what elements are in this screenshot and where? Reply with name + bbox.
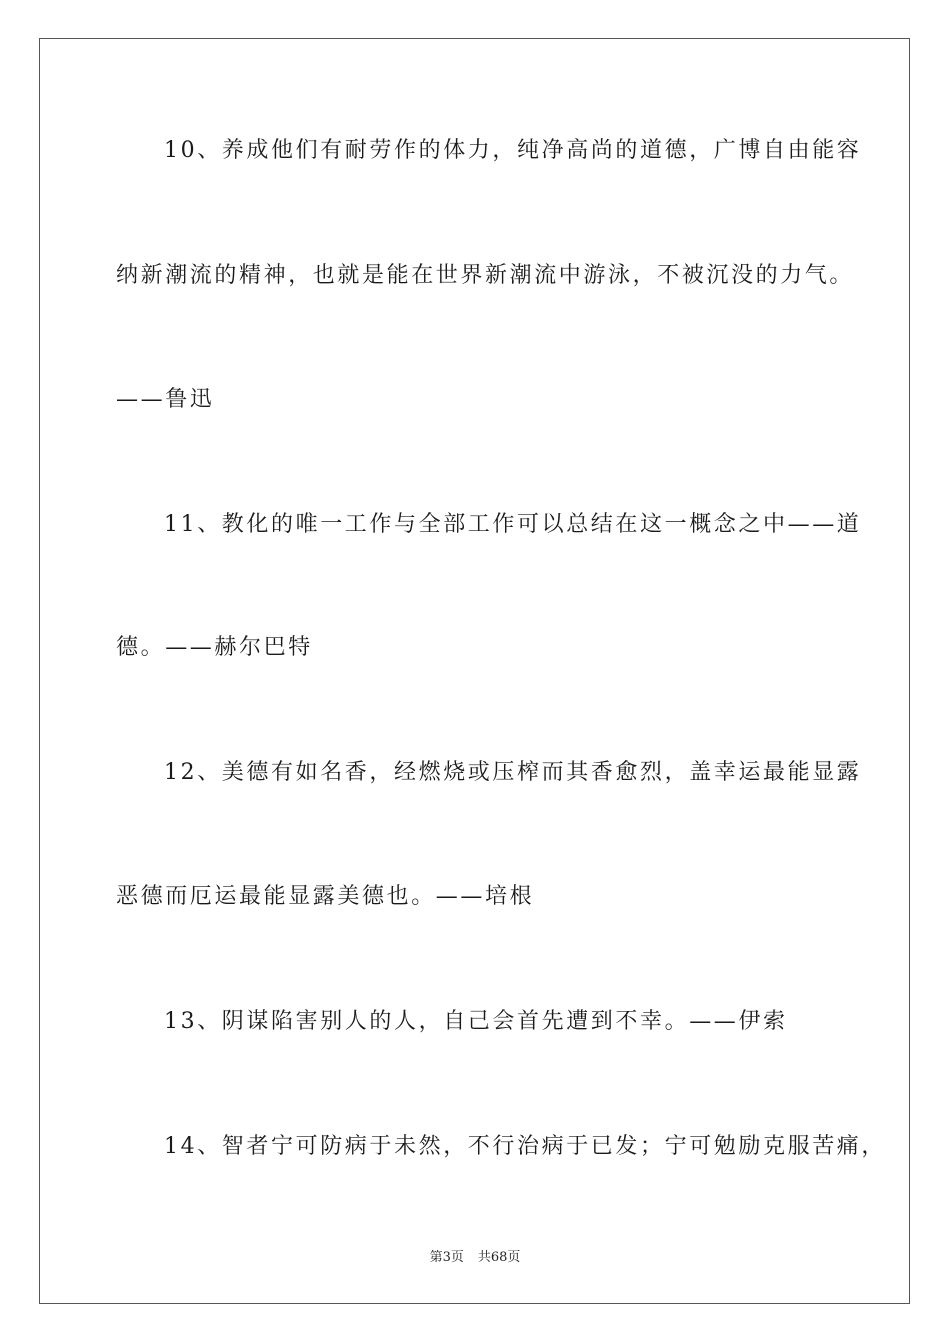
quote-14-line-1: 14、智者宁可防病于未然，不行治病于已发；宁可勉励克服苦痛， — [164, 1134, 886, 1159]
quote-11-line-1: 11、教化的唯一工作与全部工作可以总结在这一概念之中——道 — [164, 512, 862, 537]
quote-10-line-2: 纳新潮流的精神，也就是能在世界新潮流中游泳，不被沉没的力气。 — [116, 263, 855, 288]
quote-10-attribution: ——鲁迅 — [116, 387, 215, 412]
page-footer — [0, 1250, 950, 1266]
page-border — [39, 38, 910, 1304]
total-pages: 共68页 — [477, 1250, 521, 1265]
page-number: 第3页 — [429, 1250, 464, 1265]
quote-13-line-1: 13、阴谋陷害别人的人，自己会首先遭到不幸。——伊索 — [164, 1009, 788, 1034]
quote-12-line-2: 恶德而厄运最能显露美德也。——培根 — [116, 884, 535, 909]
quote-12-line-1: 12、美德有如名香，经燃烧或压榨而其香愈烈，盖幸运最能显露 — [164, 760, 862, 785]
quote-10-line-1: 10、养成他们有耐劳作的体力，纯净高尚的道德，广博自由能容 — [164, 138, 862, 163]
quote-11-line-2: 德。——赫尔巴特 — [116, 635, 313, 660]
